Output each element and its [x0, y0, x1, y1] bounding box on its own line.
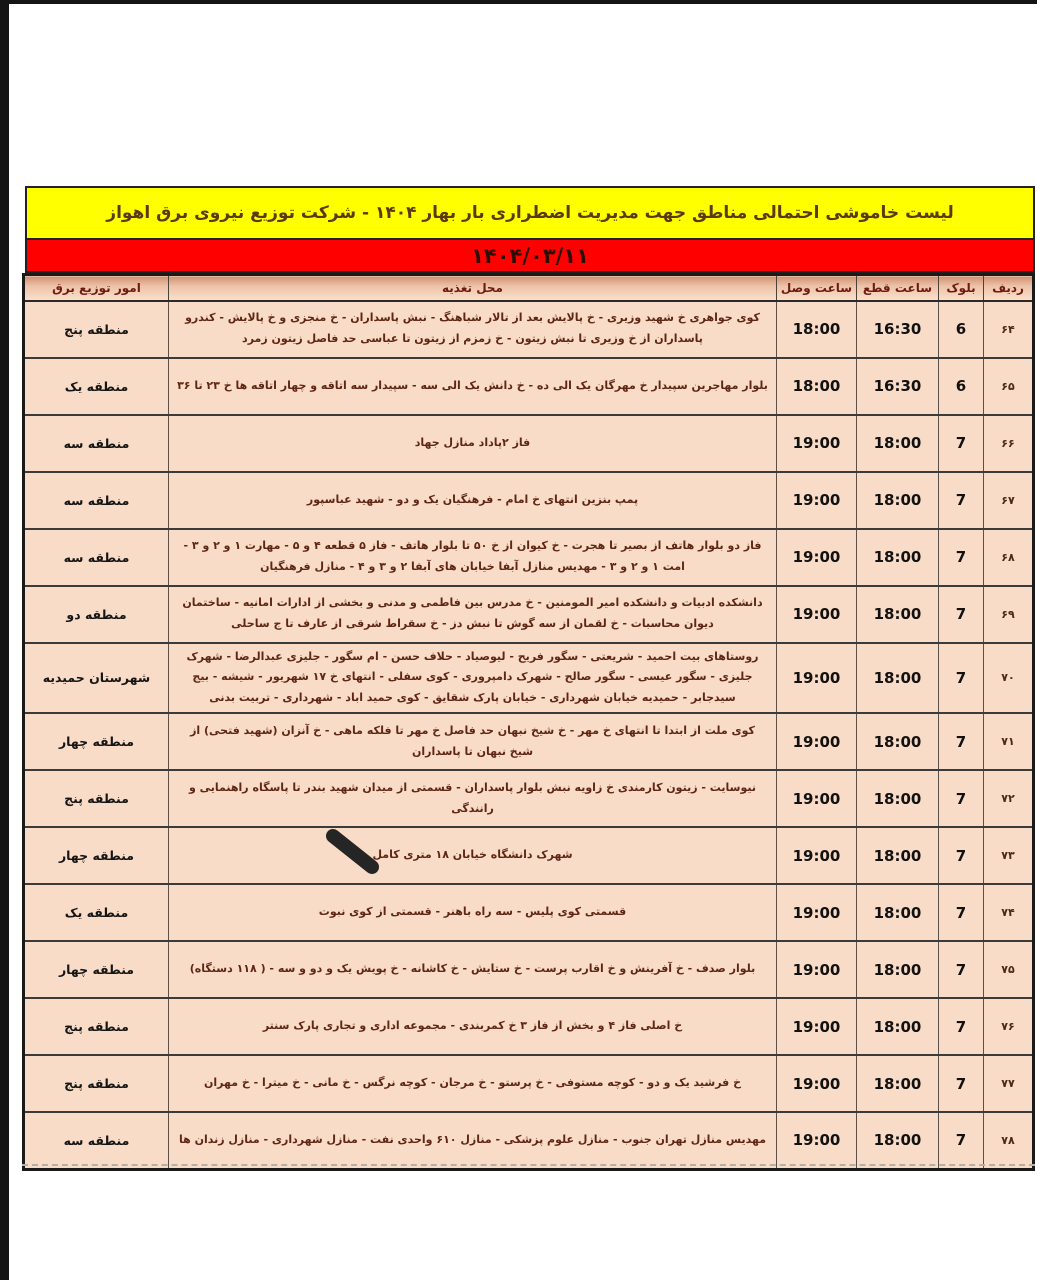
cut-time-cell: 18:00: [857, 1112, 939, 1169]
table-row: [24, 713, 1034, 770]
feeder-location-cell: کوی ملت از ابتدا تا انتهای خ مهر - خ شیخ نبهان حد فاصل خ مهر تا فلکه ماهی - خ آنزان (شهید فتحی) از شیخ نبهان تا پاسداران: [169, 713, 777, 770]
block-cell: 7: [939, 770, 984, 827]
table-row: [24, 358, 1034, 415]
feeder-location-cell: شهرک دانشگاه خیابان ۱۸ متری کامل: [169, 827, 777, 884]
cut-time-cell: 18:00: [857, 827, 939, 884]
feeder-location-cell: بلوار صدف - خ آفرینش و خ اقارب پرست - خ ستایش - خ کاشانه - خ پویش یک و دو و سه - ( ۱۱۸ دستگاه): [169, 941, 777, 998]
row-number-cell: ۷۴: [984, 884, 1034, 941]
restore-time-cell: 19:00: [777, 586, 857, 643]
table-header-row: [24, 275, 1034, 301]
feeder-location-cell: دانشکده ادبیات و دانشکده امیر المومنین - خ مدرس بین فاطمی و مدنی و بخشی از ادارات امانیه - ساختمان دیوان محاسبات - خ لقمان از سه گوش تا نبش دز - خ سقراط شرقی از عارف تا ج ساحلی: [169, 586, 777, 643]
row-number-cell: ۶۶: [984, 415, 1034, 472]
table-row: [24, 415, 1034, 472]
report-date-band: [25, 240, 1035, 273]
block-cell: 7: [939, 998, 984, 1055]
row-number-cell: ۷۱: [984, 713, 1034, 770]
feeder-location-cell: خ اصلی فاز ۴ و بخش از فاز ۳ خ کمربندی - مجموعه اداری و تجاری پارک سنتر: [169, 998, 777, 1055]
row-number-cell: ۷۳: [984, 827, 1034, 884]
distribution-office-cell: منطقه چهار: [24, 713, 169, 770]
table-row: [24, 941, 1034, 998]
page-break-dashed-line: [22, 1164, 1035, 1166]
distribution-office-cell: منطقه سه: [24, 415, 169, 472]
restore-time-cell: 19:00: [777, 1112, 857, 1169]
distribution-office-cell: منطقه پنج: [24, 1055, 169, 1112]
table-row: [24, 884, 1034, 941]
row-number-cell: ۶۸: [984, 529, 1034, 586]
table-row: [24, 472, 1034, 529]
block-cell: 7: [939, 472, 984, 529]
cut-time-cell: 18:00: [857, 713, 939, 770]
restore-time-cell: 19:00: [777, 884, 857, 941]
row-number-cell: ۶۹: [984, 586, 1034, 643]
cut-time-cell: 18:00: [857, 472, 939, 529]
block-cell: 7: [939, 529, 984, 586]
feeder-location-cell: بلوار مهاجرین سپیدار خ مهرگان یک الی ده - خ دانش یک الی سه - سپیدار سه اتاقه و چهار اتاقه ها خ ۲۳ تا ۳۶: [169, 358, 777, 415]
block-cell: 7: [939, 713, 984, 770]
block-cell: 6: [939, 301, 984, 358]
cut-time-cell: 18:00: [857, 643, 939, 714]
cut-time-cell: 18:00: [857, 1055, 939, 1112]
restore-time-cell: 18:00: [777, 301, 857, 358]
table-row: [24, 1112, 1034, 1169]
distribution-office-cell: منطقه یک: [24, 358, 169, 415]
report-date: ۱۴۰۴/۰۳/۱۱: [471, 243, 589, 268]
restore-time-cell: 19:00: [777, 472, 857, 529]
table-row: [24, 998, 1034, 1055]
row-number-cell: ۷۶: [984, 998, 1034, 1055]
restore-time-cell: 19:00: [777, 529, 857, 586]
header-feeder-location: محل تغذیه: [169, 275, 777, 301]
row-number-cell: ۶۵: [984, 358, 1034, 415]
cut-time-cell: 18:00: [857, 941, 939, 998]
header-block: بلوک: [939, 275, 984, 301]
restore-time-cell: 19:00: [777, 643, 857, 714]
row-number-cell: ۷۲: [984, 770, 1034, 827]
top-edge-bar: [0, 0, 1037, 4]
block-cell: 7: [939, 1055, 984, 1112]
row-number-cell: ۷۸: [984, 1112, 1034, 1169]
cut-time-cell: 16:30: [857, 358, 939, 415]
feeder-location-cell: کوی جواهری خ شهید وزیری - خ پالایش بعد از تالار شباهنگ - نبش پاسداران - خ منجزی و خ پالایش - کندرو پاسداران از خ وزیری تا نبش زیتون - خ زمزم از زیتون تا عباسی حد فاصل زیتون زمرد: [169, 301, 777, 358]
outage-schedule-table: [22, 273, 1035, 1171]
distribution-office-cell: منطقه سه: [24, 1112, 169, 1169]
restore-time-cell: 19:00: [777, 713, 857, 770]
table-row: [24, 301, 1034, 358]
restore-time-cell: 19:00: [777, 827, 857, 884]
report-title-band: [25, 186, 1035, 240]
header-distribution-office: امور توزیع برق: [24, 275, 169, 301]
table-row: [24, 586, 1034, 643]
block-cell: 7: [939, 415, 984, 472]
distribution-office-cell: منطقه پنج: [24, 301, 169, 358]
distribution-office-cell: منطقه پنج: [24, 770, 169, 827]
cut-time-cell: 18:00: [857, 884, 939, 941]
restore-time-cell: 19:00: [777, 415, 857, 472]
cut-time-cell: 18:00: [857, 415, 939, 472]
row-number-cell: ۷۷: [984, 1055, 1034, 1112]
restore-time-cell: 18:00: [777, 358, 857, 415]
distribution-office-cell: منطقه چهار: [24, 827, 169, 884]
feeder-location-cell: فاز ۲پاداد منازل جهاد: [169, 415, 777, 472]
table-row: [24, 827, 1034, 884]
distribution-office-cell: منطقه چهار: [24, 941, 169, 998]
report-content: [25, 186, 1035, 1171]
header-restore-time: ساعت وصل: [777, 275, 857, 301]
table-row: [24, 1055, 1034, 1112]
report-title: لیست خاموشی احتمالی مناطق جهت مدیریت اضطراری بار بهار ۱۴۰۴ - شرکت توزیع نیروی برق اهواز: [106, 203, 954, 223]
distribution-office-cell: منطقه دو: [24, 586, 169, 643]
block-cell: 7: [939, 643, 984, 714]
feeder-location-cell: روستاهای بیت احمید - شریعتی - سگور فریح - لیوصیاد - حلاف حسن - ام سگور - جلیزی عبدالرضا - شهرک جلیزی - سگور عیسی - سگور صالح - شهرک دامپروری - کوی سفلی - انتهای خ ۱۷ شهریور - شیشه - بیج سیدجابر - حمیدیه خیابان شهرداری - خیابان پارک شقایق - کوی حمید اباد - شهرداری - تربیت بدنی: [169, 643, 777, 714]
row-number-cell: ۷۵: [984, 941, 1034, 998]
table-row: [24, 643, 1034, 714]
block-cell: 7: [939, 586, 984, 643]
feeder-location-cell: مهدیس منازل تهران جنوب - منازل علوم پزشکی - منازل ۶۱۰ واحدی نفت - منازل شهرداری - منازل زندان ها: [169, 1112, 777, 1169]
distribution-office-cell: منطقه سه: [24, 472, 169, 529]
restore-time-cell: 19:00: [777, 941, 857, 998]
feeder-location-cell: فاز دو بلوار هاتف از بصیر تا هجرت - خ کیوان از خ ۵۰ تا بلوار هاتف - فاز ۵ قطعه ۴ و ۵ - مهارت ۱ و ۲ و ۳ - امت ۱ و ۲ و ۳ - مهدیس منازل آبفا خیابان های آبفا ۲ و ۳ و ۴ - منازل فرهنگیان: [169, 529, 777, 586]
header-row-number: ردیف: [984, 275, 1034, 301]
block-cell: 7: [939, 941, 984, 998]
block-cell: 7: [939, 827, 984, 884]
block-cell: 7: [939, 884, 984, 941]
restore-time-cell: 19:00: [777, 1055, 857, 1112]
distribution-office-cell: شهرستان حمیدیه: [24, 643, 169, 714]
outage-table-body: [24, 301, 1034, 1170]
table-row: [24, 529, 1034, 586]
cut-time-cell: 18:00: [857, 529, 939, 586]
feeder-location-cell: پمپ بنزین انتهای خ امام - فرهنگیان یک و دو - شهید عباسپور: [169, 472, 777, 529]
restore-time-cell: 19:00: [777, 998, 857, 1055]
feeder-location-cell: خ فرشید یک و دو - کوچه مستوفی - خ پرستو - خ مرجان - کوچه نرگس - خ مانی - خ میترا - خ مهران: [169, 1055, 777, 1112]
cut-time-cell: 16:30: [857, 301, 939, 358]
cut-time-cell: 18:00: [857, 998, 939, 1055]
left-edge-bar: [0, 0, 9, 1280]
block-cell: 6: [939, 358, 984, 415]
cut-time-cell: 18:00: [857, 586, 939, 643]
row-number-cell: ۶۴: [984, 301, 1034, 358]
distribution-office-cell: منطقه پنج: [24, 998, 169, 1055]
distribution-office-cell: منطقه سه: [24, 529, 169, 586]
ink-scribble-mark: [318, 822, 396, 884]
row-number-cell: ۷۰: [984, 643, 1034, 714]
cut-time-cell: 18:00: [857, 770, 939, 827]
block-cell: 7: [939, 1112, 984, 1169]
feeder-location-cell: نیوسایت - زیتون کارمندی خ زاویه نبش بلوار پاسداران - قسمتی از میدان شهید بندر تا پاسگاه راهنمایی و رانندگی: [169, 770, 777, 827]
row-number-cell: ۶۷: [984, 472, 1034, 529]
header-cut-time: ساعت قطع: [857, 275, 939, 301]
distribution-office-cell: منطقه یک: [24, 884, 169, 941]
table-row: [24, 770, 1034, 827]
feeder-location-cell: قسمتی کوی پلیس - سه راه باهنر - قسمتی از کوی نبوت: [169, 884, 777, 941]
restore-time-cell: 19:00: [777, 770, 857, 827]
